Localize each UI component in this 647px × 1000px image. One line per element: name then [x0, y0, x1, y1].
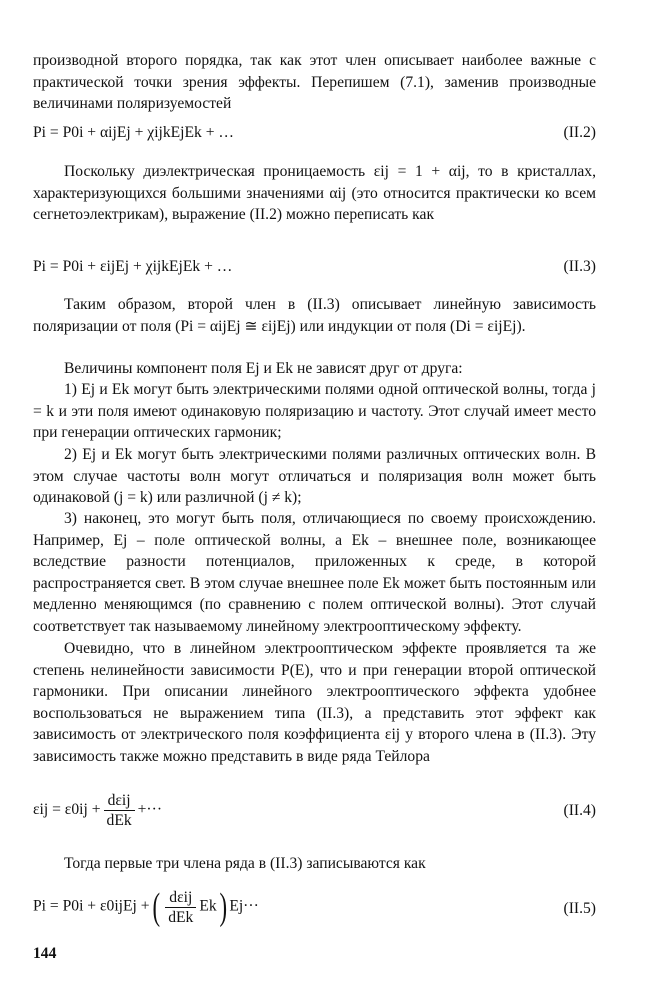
equation-ii-4-number: (II.4) [563, 802, 596, 819]
equation-ii-5-mid: Ek [199, 897, 217, 915]
equation-ii-5-lhs: Pi = P0i + ε0ijEj + [33, 897, 150, 915]
equation-ii-2 [33, 124, 596, 150]
equation-ii-5-number: (II.5) [563, 900, 596, 917]
equation-ii-4-numerator: dεij [104, 792, 135, 811]
paragraph-1: производной второго порядка, так как этот член описывает наиболее важные с практической точки зрения эффекты. Перепишем (7.1), заменив производные величинами поляризуемостей [33, 52, 596, 113]
equation-ii-4-denominator: dEk [106, 812, 132, 829]
equation-ii-4-fraction [104, 792, 135, 829]
equation-ii-3 [33, 258, 596, 284]
equation-ii-3-formula: Pi = P0i + εijEj + χijkEjEk + … [33, 258, 233, 275]
paragraph-4: Величины компонент поля Ej и Ek не зависят друг от друга: [64, 360, 463, 377]
equation-ii-5-numerator: dεij [165, 889, 196, 908]
paragraph-5: 1) Ej и Ek могут быть электрическими полями одной оптической волны, тогда j = k и эти поля имеют одинаковую поляризацию и частоту. Этот случай имеет место при генерации оптических гармоник; [33, 381, 596, 442]
equation-ii-2-formula: Pi = P0i + αijEj + χijkEjEk + … [33, 124, 235, 141]
equation-ii-4-tail: +··· [137, 801, 163, 819]
equation-ii-4-lhs: εij = ε0ij + [33, 801, 101, 819]
equation-ii-2-number: (II.2) [563, 124, 596, 141]
equation-ii-5-formula [33, 888, 259, 926]
paragraph-3: Таким образом, второй член в (II.3) описывает линейную зависимость поляризации от поля (Pi = αijEj ≅ εijEj) или индукции от поля (Di = εijEj). [33, 296, 596, 335]
equation-ii-5-tail: Ej··· [229, 897, 259, 915]
paragraph-9: Тогда первые три члена ряда в (II.3) записываются как [64, 855, 426, 872]
left-paren-icon: ( [152, 886, 160, 928]
equation-ii-4-formula [33, 792, 162, 829]
paragraph-7: 3) наконец, это могут быть поля, отличающиеся по своему происхождению. Например, Ej – поле оптической волны, а Ek – внешнее поле, возникающее вследствие разности потенциалов, приложенных к среде, в которой распространяется свет. В этом случае внешнее поле Ek может быть постоянным или медленно меняющимся (по сравнению с полем оптической волны). Этот случай соответствует так называемому линейному электрооптическому эффекту. [33, 510, 596, 635]
equation-ii-5-denominator: dEk [168, 908, 194, 926]
equation-ii-5 [33, 888, 596, 934]
equation-ii-5-fraction [165, 889, 196, 926]
paragraph-8: Очевидно, что в линейном электрооптическом эффекте проявляется та же степень нелинейности зависимости P(E), что и при генерации второй оптической гармоники. При описании линейного электрооптического эффекта удобнее воспользоваться не выражением типа (II.3), а представить этот эффект как зависимость от электрического поля коэффициента εij у второго члена в (II.3). Эту зависимость также можно представить в виде ряда Тейлора [33, 640, 596, 765]
equation-ii-3-number: (II.3) [563, 258, 596, 275]
right-paren-icon: ) [219, 886, 227, 928]
equation-ii-4 [33, 792, 596, 836]
page-number: 144 [33, 945, 57, 962]
paragraph-2: Поскольку диэлектрическая проницаемость εij = 1 + αij, то в кристаллах, характеризующихся большими значениями αij (это относится практически ко всем сегнетоэлектрикам), выражение (II.2) можно переписать как [33, 163, 596, 224]
paragraph-6: 2) Ej и Ek могут быть электрическими полями различных оптических волн. В этом случае частоты волн могут отличаться и поляризация волн может быть одинаковой (j = k) или различной (j ≠ k); [33, 446, 596, 507]
